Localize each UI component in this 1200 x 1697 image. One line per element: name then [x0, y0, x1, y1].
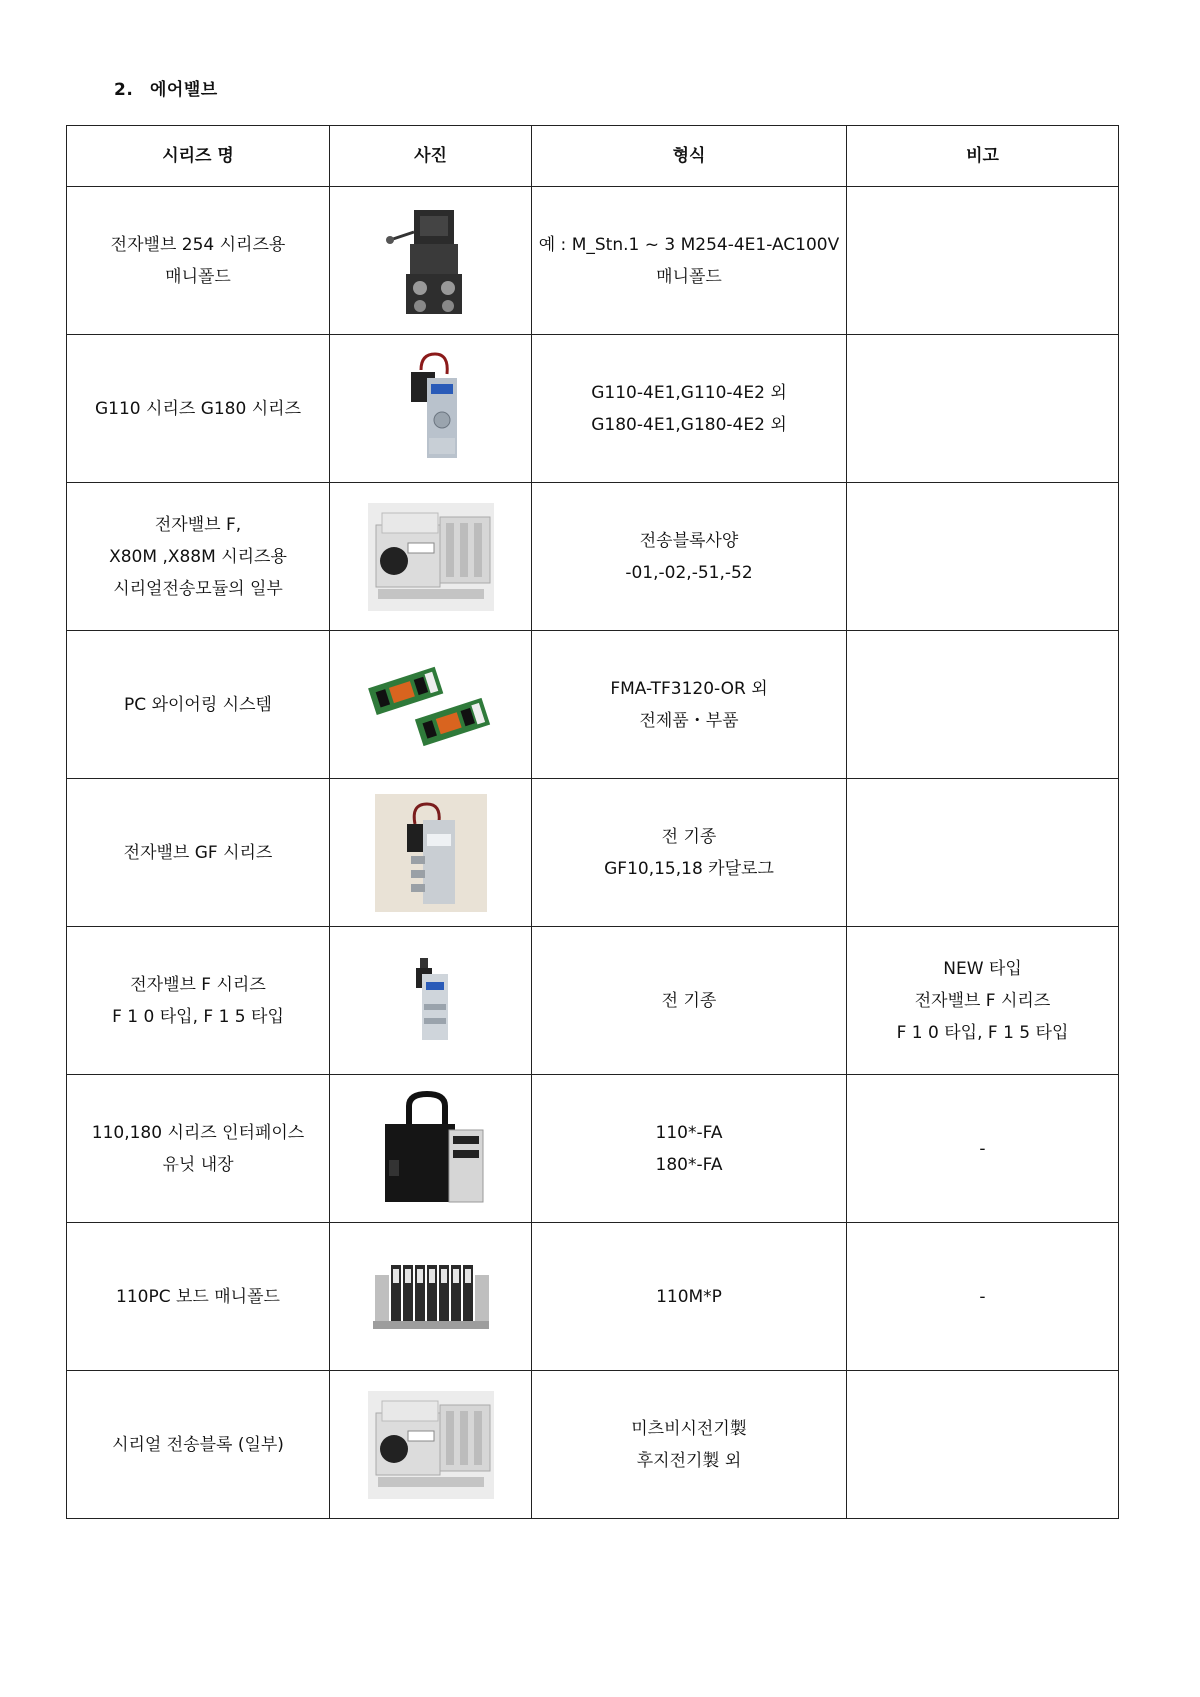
- air-valve-table: [66, 125, 1119, 1519]
- serial-transmission-module-photo: [368, 503, 494, 611]
- series-name-cell: [67, 779, 330, 927]
- section-title: 에어밸브: [150, 80, 218, 100]
- solenoid-valve-f-series-photo: [408, 954, 454, 1048]
- series-name-cell: [67, 335, 330, 483]
- photo-cell: [330, 187, 532, 335]
- type-cell-line: -01,-02,-51,-52: [625, 562, 753, 583]
- type-cell-line: 전송블록사양: [639, 530, 739, 551]
- remarks-cell-line: -: [979, 1138, 986, 1159]
- photo-cell: [330, 483, 532, 631]
- type-cell-line: 180*-FA: [655, 1154, 723, 1175]
- header-photo: 사진: [330, 126, 532, 187]
- type-cell-line: 전 기종: [661, 990, 717, 1011]
- remarks-cell-line: NEW 타입: [943, 958, 1022, 979]
- series-name-cell-line: 전자밸브 GF 시리즈: [123, 842, 273, 863]
- type-cell: [532, 335, 847, 483]
- type-cell: [532, 1075, 847, 1223]
- pc-wiring-board-photo: [366, 657, 496, 753]
- series-name-cell: [67, 1223, 330, 1371]
- type-cell: [532, 631, 847, 779]
- table-row: [67, 335, 1119, 483]
- table-body: [67, 187, 1119, 1519]
- remarks-cell: [847, 1371, 1119, 1519]
- type-cell-line: 110*-FA: [655, 1122, 723, 1143]
- photo-cell: [330, 335, 532, 483]
- remarks-cell: [847, 779, 1119, 927]
- series-name-cell: [67, 1371, 330, 1519]
- series-name-cell-line: 110,180 시리즈 인터페이스: [91, 1122, 305, 1143]
- series-name-cell-line: 전자밸브 254 시리즈용: [110, 234, 286, 255]
- interface-unit-photo: [375, 1090, 487, 1208]
- remarks-cell: [847, 187, 1119, 335]
- table-header-row: [67, 126, 1119, 187]
- pc-board-manifold-photo: [369, 1259, 493, 1335]
- remarks-cell: [847, 335, 1119, 483]
- series-name-cell-line: 시리얼 전송블록 (일부): [112, 1434, 284, 1455]
- type-cell-line: 예 : M_Stn.1 ~ 3 M254-4E1-AC100V: [538, 234, 840, 255]
- type-cell: [532, 779, 847, 927]
- type-cell-line: 전제품・부품: [639, 710, 739, 731]
- photo-cell: [330, 631, 532, 779]
- series-name-cell: [67, 483, 330, 631]
- table-row: [67, 1075, 1119, 1223]
- table-row: [67, 927, 1119, 1075]
- series-name-cell-line: 전자밸브 F,: [154, 514, 242, 535]
- type-cell: [532, 187, 847, 335]
- series-name-cell-line: 매니폴드: [165, 266, 231, 287]
- table-row: [67, 1223, 1119, 1371]
- remarks-cell: [847, 1223, 1119, 1371]
- section-number: 2.: [114, 80, 134, 100]
- solenoid-valve-g110-photo: [391, 350, 471, 468]
- header-type: 형식: [532, 126, 847, 187]
- series-name-cell-line: X80M ,X88M 시리즈용: [109, 546, 287, 567]
- header-remarks: 비고: [847, 126, 1119, 187]
- section-heading: [114, 75, 218, 100]
- table-row: [67, 483, 1119, 631]
- remarks-cell-line: 전자밸브 F 시리즈: [914, 990, 1051, 1011]
- series-name-cell-line: 시리얼전송모듈의 일부: [113, 578, 283, 599]
- table-row: [67, 187, 1119, 335]
- type-cell: [532, 927, 847, 1075]
- series-name-cell-line: 유닛 내장: [162, 1154, 234, 1175]
- type-cell: [532, 1371, 847, 1519]
- remarks-cell: [847, 483, 1119, 631]
- series-name-cell: [67, 1075, 330, 1223]
- series-name-cell-line: 110PC 보드 매니폴드: [116, 1286, 280, 1307]
- photo-cell: [330, 1075, 532, 1223]
- series-name-cell: [67, 187, 330, 335]
- type-cell-line: 전 기종: [661, 826, 717, 847]
- photo-cell: [330, 1371, 532, 1519]
- type-cell-line: G180-4E1,G180-4E2 외: [591, 414, 787, 435]
- series-name-cell-line: 전자밸브 F 시리즈: [130, 974, 266, 995]
- series-name-cell: [67, 631, 330, 779]
- series-name-cell-line: PC 와이어링 시스템: [124, 694, 272, 715]
- header-series-name: 시리즈 명: [67, 126, 330, 187]
- photo-cell: [330, 1223, 532, 1371]
- remarks-cell-line: F 1 0 타입, F 1 5 타입: [896, 1022, 1069, 1043]
- table-row: [67, 631, 1119, 779]
- remarks-cell: [847, 631, 1119, 779]
- type-cell: [532, 483, 847, 631]
- type-cell-line: 110M*P: [656, 1286, 722, 1307]
- type-cell-line: G110-4E1,G110-4E2 외: [591, 382, 787, 403]
- type-cell-line: GF10,15,18 카달로그: [604, 858, 774, 879]
- series-name-cell-line: G110 시리즈 G180 시리즈: [95, 398, 301, 419]
- type-cell-line: 후지전기製 외: [636, 1450, 742, 1471]
- series-name-cell: [67, 927, 330, 1075]
- table-row: [67, 1371, 1119, 1519]
- table-row: [67, 779, 1119, 927]
- photo-cell: [330, 927, 532, 1075]
- remarks-cell-line: -: [979, 1286, 986, 1307]
- solenoid-valve-254-manifold-photo: [376, 202, 486, 320]
- solenoid-valve-gf-photo: [375, 794, 487, 912]
- series-name-cell-line: F 1 0 타입, F 1 5 타입: [112, 1006, 284, 1027]
- photo-cell: [330, 779, 532, 927]
- type-cell-line: FMA-TF3120-OR 외: [610, 678, 768, 699]
- serial-transmission-block-photo: [368, 1391, 494, 1499]
- type-cell: [532, 1223, 847, 1371]
- type-cell-line: 미츠비시전기製: [631, 1418, 747, 1439]
- type-cell-line: 매니폴드: [656, 266, 722, 287]
- remarks-cell: [847, 1075, 1119, 1223]
- remarks-cell: [847, 927, 1119, 1075]
